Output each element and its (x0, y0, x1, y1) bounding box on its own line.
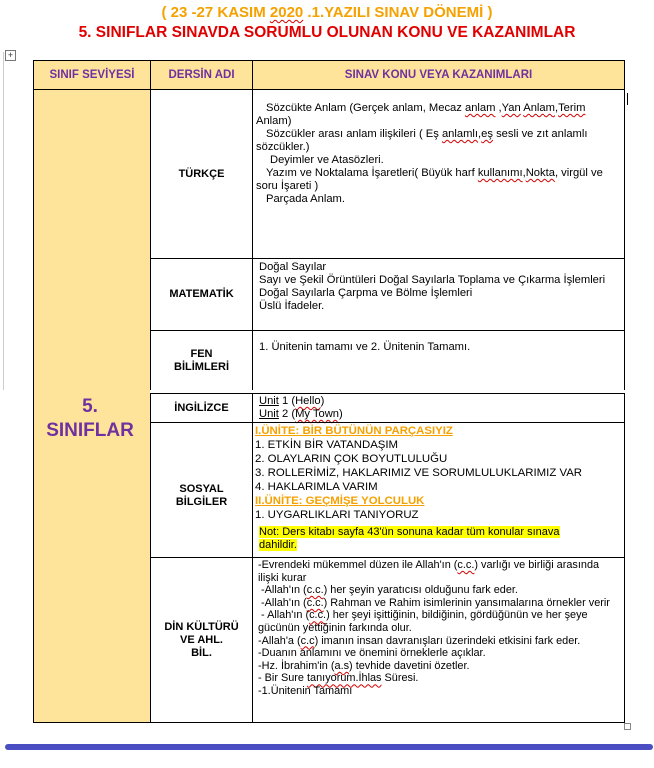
sosyal-unit-1-item: 4. HAKLARIMLA VARIM (255, 481, 378, 493)
course-ingilizce-label: İNGİLİZCE (150, 393, 252, 422)
course-din-label: DİN KÜLTÜRÜ VE AHL. BİL. (150, 557, 252, 723)
course-matematik-topics (252, 258, 625, 330)
table-resize-handle[interactable] (624, 723, 631, 730)
course-din-topics (252, 557, 625, 723)
exam-period-title: ( 23 -27 KASIM 2020 .1.YAZILI SINAV DÖNEMİ ) (161, 4, 493, 21)
din-topic: -Allah'ın (c.c.) Rahman ve Rahim isimlerinin yansımalarına örnekler verir (258, 596, 610, 609)
course-matematik-label: MATEMATİK (150, 258, 252, 330)
matematik-topic: Üslü İfadeler. (259, 300, 325, 312)
sosyal-unit-2-title: II.ÜNİTE: GEÇMİŞE YOLCULUK (255, 495, 425, 507)
din-topic: -Hz. İbrahim'in (a.s) tevhide davetini özetler. (258, 659, 470, 672)
turkce-topic-3: Deyimler ve Atasözleri. (270, 154, 384, 166)
din-topic: -Allah'ın (c.c.) her şeyin yaratıcısı olduğunu fark eder. (258, 584, 518, 597)
din-topic: -Allah'a (c.c) imanın insan davranışları üzerindeki etkisini fark eder. (258, 634, 581, 647)
turkce-topic-2: Sözcükler arası anlam ilişkileri ( Eş anlamlı,eş sesli ve zıt anlamlı sözcükler.) (256, 128, 588, 153)
sosyal-unit-1-item: 1. ETKİN BİR VATANDAŞIM (255, 439, 399, 451)
course-turkce-label: TÜRKÇE (150, 89, 252, 258)
course-sosyal-topics (252, 422, 625, 557)
course-fen-label: FEN BİLİMLERİ (150, 330, 252, 390)
turkce-topic-5: Parçada Anlam. (266, 193, 345, 205)
sosyal-note: Not: Ders kitabı sayfa 43'ün sonuna kadar tüm konular sınava dahildir. (259, 526, 560, 551)
column-header-course: DERSİN ADI (150, 60, 252, 89)
margin-rule (3, 52, 4, 390)
din-topic: -Duanın anlamını ve önemini örneklerle açıklar. (258, 647, 486, 660)
class-level-label: 5. SINIFLAR (46, 396, 134, 441)
course-fen-topics: 1. Ünitenin tamamı ve 2. Ünitenin Tamamı. (252, 330, 625, 390)
matematik-topic: Doğal Sayılarla Çarpma ve Bölme İşlemleri (259, 287, 473, 299)
din-topic: - Bir Sure tanıyorum.İhlas Süresi. (258, 672, 419, 685)
sosyal-unit-2-item: 1. UYGARLIKLARI TANIYORUZ (255, 509, 419, 521)
course-turkce-topics (252, 89, 625, 258)
document-title: 5. SINIFLAR SINAVDA SORUMLU OLUNAN KONU VE KAZANIMLAR (78, 24, 576, 41)
ingilizce-unit-2: Unit 2 (My Town) (259, 408, 343, 420)
matematik-topic: Sayı ve Şekil Örüntüleri Doğal Sayılarla Toplama ve Çıkarma İşlemleri (259, 274, 606, 286)
course-sosyal-label: SOSYAL BİLGİLER (150, 422, 252, 557)
text-cursor (627, 93, 628, 105)
column-header-class-level: SINIF SEVİYESİ (33, 60, 150, 89)
din-topic: - Allah'ın (c.c.) her şeyi işittiğinin, bildiğinin, gördüğünün ve her şeye gücünün yettiğinin farkında olur. (258, 609, 588, 634)
din-topic: -1.Ünitenin Tamamı (258, 684, 353, 697)
ingilizce-unit-1: Unit 1 (Hello) (259, 395, 325, 407)
course-ingilizce-topics (252, 393, 625, 422)
page-bottom-bar (5, 744, 653, 750)
table-move-handle-icon[interactable]: + (5, 50, 16, 61)
turkce-topic-1: Sözcükte Anlam (Gerçek anlam, Mecaz anlam ,Yan Anlam,Terim Anlam) (256, 102, 586, 127)
sosyal-unit-1-title: I.ÜNİTE: BİR BÜTÜNÜN PARÇASIYIZ (255, 425, 453, 437)
column-header-topics: SINAV KONU VEYA KAZANIMLARI (252, 60, 625, 89)
turkce-topic-4: Yazım ve Noktalama İşaretleri( Büyük harf kullanımı,Nokta, virgül ve soru İşareti ) (256, 167, 603, 192)
din-topic: -Evrendeki mükemmel düzen ile Allah'ın (c.c.) varlığı ve birliği arasında ilişki kurar (258, 559, 600, 584)
sosyal-unit-1-item: 3. ROLLERİMİZ, HAKLARIMIZ VE SORUMLULUKLARIMIZ VAR (255, 467, 583, 479)
sosyal-unit-1-item: 2. OLAYLARIN ÇOK BOYUTLULUĞU (255, 453, 448, 465)
matematik-topic: Doğal Sayılar (259, 261, 327, 273)
